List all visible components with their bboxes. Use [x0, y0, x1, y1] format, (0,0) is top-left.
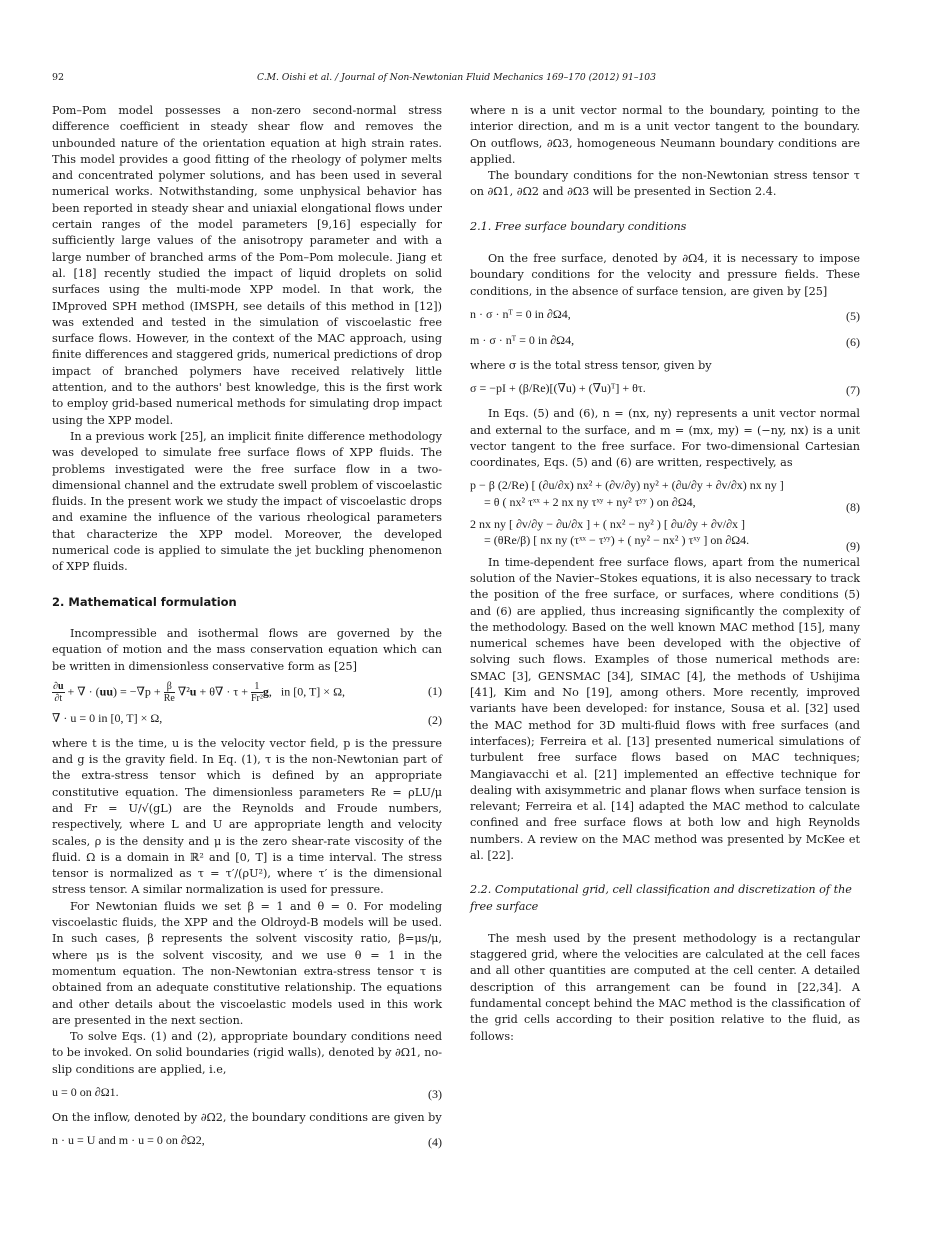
equation-2	[52, 710, 442, 730]
equation-9	[470, 516, 860, 554]
equation-domain: in [0, T] × Ω,	[280, 684, 345, 699]
subsection-heading: 2.2. Computational grid, cell classification and discretization of the free surface	[470, 883, 852, 913]
equation-number: (9)	[846, 539, 860, 554]
paragraph: For Newtonian fluids we set β = 1 and θ = 0. For modeling viscoelastic fluids, the XPP and the Oldroyd-B models will be used. In such cases, β represents the solvent viscosity ratio, β=μs/μ, where μs is the solvent viscosity, and we use θ = 1 in the momentum equation. The non-Newtonian extra-stress tensor τ is obtained from an adequate constitutive relationship. The equations and other details about the viscoelastic models used in this work are presented in the next section.	[52, 899, 442, 1027]
equation-line: = (θRe/β) [ nx ny (τˣˣ − τʸʸ) + ( ny² − nx² ) τˣʸ ] on ∂Ω4.	[484, 533, 750, 548]
paragraph: To solve Eqs. (1) and (2), appropriate boundary conditions need to be invoked. On solid boundaries (rigid walls), denoted by ∂Ω1, no-slip conditions are applied, i.e,	[52, 1030, 442, 1076]
equation-7	[470, 380, 860, 400]
paragraph: where n is a unit vector normal to the boundary, pointing to the interior direction, and m is a unit vector tangent to the boundary. On outflows, ∂Ω3, homogeneous Neumann boundary conditions are applied.	[470, 104, 860, 166]
equation-number: (2)	[428, 712, 442, 727]
equation-number: (3)	[428, 1087, 442, 1102]
equation-text: u = 0 on ∂Ω1.	[52, 1085, 119, 1100]
paragraph: Incompressible and isothermal flows are governed by the equation of motion and the mass conservation equation which can be written in dimensionless conservative form as [25]	[52, 626, 442, 673]
paragraph: On the free surface, denoted by ∂Ω4, it is necessary to impose boundary conditions for the velocity and pressure fields. These conditions, in the absence of surface tension, are given by [25]	[470, 252, 860, 298]
page-number: 92	[52, 72, 65, 83]
equation-6	[470, 332, 860, 352]
equation-line: = θ ( nx² τˣˣ + 2 nx ny τˣʸ + ny² τʸʸ ) on ∂Ω4,	[484, 494, 696, 509]
equation-number: (5)	[846, 308, 860, 323]
equation-1: $\frac{\partial u}{\partial t}$ + ∇ · (uu) = −∇p + $\frac{\beta}{Re}$ ∇²u + θ∇ · τ + $\frac{1}{\text{Fr²}}$ g, in [0, T] × Ω, (1)	[53, 680, 442, 704]
paragraph: In a previous work [25], an implicit finite difference methodology was developed to simulate free surface flows of XPP fluids. The problems investigated were the free surface flow in a two-dimensional channel and the extrudate swell problem of viscoelastic fluids. In the present work we study the impact of viscoelastic drops and examine the influence of the various rheological parameters that characterize the XPP model. Moreover, the developed numerical code is applied to simulate the jet buckling phenomenon of XPP fluids.	[52, 429, 442, 574]
equation-number: (6)	[846, 334, 860, 349]
paragraph: where σ is the total stress tensor, given by	[470, 358, 712, 372]
section-heading: 2. Mathematical formulation	[52, 594, 237, 609]
page-header	[52, 72, 861, 88]
paragraph: where t is the time, u is the velocity vector field, p is the pressure and g is the gravity field. In Eq. (1), τ is the non-Newtonian part of the extra-stress tensor which is defined by an appropriate constitutive equation. The dimensionless parameters Re = ρLU/μ and Fr = U/√(gL) are the Reynolds and Froude numbers, respectively, where L and U are appropriate length and velocity scales, ρ is the density and μ is the zero shear-rate viscosity of the fluid. Ω is a domain in ℝ² and [0, T] is a time interval. The stress tensor is normalized as τ = τ′/(ρU²), where τ′ is the dimensional stress tensor. A similar normalization is used for pressure.	[52, 736, 442, 897]
left-column	[52, 103, 442, 1158]
paragraph: On the inflow, denoted by ∂Ω2, the boundary conditions are given by	[52, 1111, 442, 1125]
equation-text: ∇ · u = 0 in [0, T] × Ω,	[52, 710, 163, 725]
equation-text: m · σ · nᵀ = 0 in ∂Ω4,	[470, 332, 575, 347]
paragraph: The boundary conditions for the non-Newtonian stress tensor τ on ∂Ω1, ∂Ω2 and ∂Ω3 will be presented in Section 2.4.	[470, 169, 860, 199]
equation-text: n · σ · nᵀ = 0 in ∂Ω4,	[470, 306, 571, 321]
running-title: C.M. Oishi et al. / Journal of Non-Newtonian Fluid Mechanics 169–170 (2012) 91–103	[257, 72, 656, 83]
equation-line: p − β (2/Re) [ (∂u/∂x) nx² + (∂v/∂y) ny² + (∂u/∂y + ∂v/∂x) nx ny ]	[470, 478, 784, 493]
paragraph: The mesh used by the present methodology is a rectangular staggered grid, where the velocities are calculated at the cell faces and all other quantities are computed at the cell center. A detailed description of this arrangement can be found in [22,34]. A fundamental concept behind the MAC method is the classification of the grid cells according to their position relative to the fluid, as follows:	[470, 931, 860, 1043]
equation-line: 2 nx ny [ ∂v/∂y − ∂u/∂x ] + ( nx² − ny² ) [ ∂u/∂y + ∂v/∂x ]	[470, 517, 746, 532]
equation-4	[52, 1132, 442, 1152]
equation-number: (1)	[428, 683, 442, 698]
paragraph: In Eqs. (5) and (6), n = (nx, ny) represents a unit vector normal and external to the surface, and m = (mx, my) = (−ny, nx) is a unit vector tangent to the free surface. For two-dimensional Cartesian coordinates, Eqs. (5) and (6) are written, respectively, as	[470, 407, 860, 470]
right-column	[470, 103, 860, 1045]
equation-number: (8)	[846, 500, 860, 515]
paragraph: In time-dependent free surface flows, apart from the numerical solution of the Navier–Stokes equations, it is also necessary to track the position of the free surface, or surfaces, where conditions (5) and (6) are applied, thus increasing significantly the complexity of the methodology. Based on the well known MAC method [15], many numerical schemes have been developed with the objective of solving such flows. Examples of those numerical methods are: SMAC [3], GENSMAC [34], SIMAC [4], the methods of Ushijima [41], Kim and No [19], among others. More recently, improved variants have been developed: for instance, Sousa et al. [32] used the MAC method for 3D multi-fluid flows with free surfaces (and interfaces); Ferreira et al. [13] presented numerical simulations of turbulent free surface flows based on MAC techniques; Mangiavacchi et al. [21] implemented an effective technique for dealing with axisymmetric and planar flows when surface tension is relevant; Ferreira et al. [14] adapted the MAC method to calculate confined and free surface flows at both low and high Reynolds numbers. A review on the MAC method was presented by McKee et al. [22].	[470, 555, 860, 862]
equation-number: (7)	[846, 383, 860, 398]
equation-8	[470, 477, 860, 515]
equation-text: n · u = U and m · u = 0 on ∂Ω2,	[52, 1133, 205, 1148]
equation-5	[470, 306, 860, 326]
equation-text: σ = −pI + (β/Re)[(∇u) + (∇u)ᵀ] + θτ.	[470, 381, 646, 396]
equation-number: (4)	[428, 1135, 442, 1150]
subsection-heading: 2.1. Free surface boundary conditions	[470, 219, 687, 233]
equation-3	[52, 1084, 442, 1104]
paragraph: Pom–Pom model possesses a non-zero second-normal stress difference coefficient in steady shear flow and removes the unbounded nature of the orientation equation at high strain rates. This model provides a good fitting of the rheology of polymer melts and concentrated polymer solutions, and has been used in several numerical works. Notwithstanding, some unphysical behavior has been reported in steady shear and uniaxial elongational flows under certain ranges of the model parameters [9,16] especially for sufficiently large values of the anisotropy parameter and with a large number of branched arms of the Pom–Pom molecule. Jiang et al. [18] recently studied the impact of liquid droplets on solid surfaces using the multi-mode XPP model. In that work, the IMproved SPH method (IMSPH, see details of this method in [12]) was extended and tested in the simulation of viscoelastic free surface flows. However, in the context of the MAC approach, using finite differences and staggered grids, numerical predictions of drop impact of branched polymers have received relatively little attention, and to the authors' best knowledge, this is the first work to employ grid-based numerical methods for simulating drop impact using the XPP model.	[52, 104, 442, 427]
